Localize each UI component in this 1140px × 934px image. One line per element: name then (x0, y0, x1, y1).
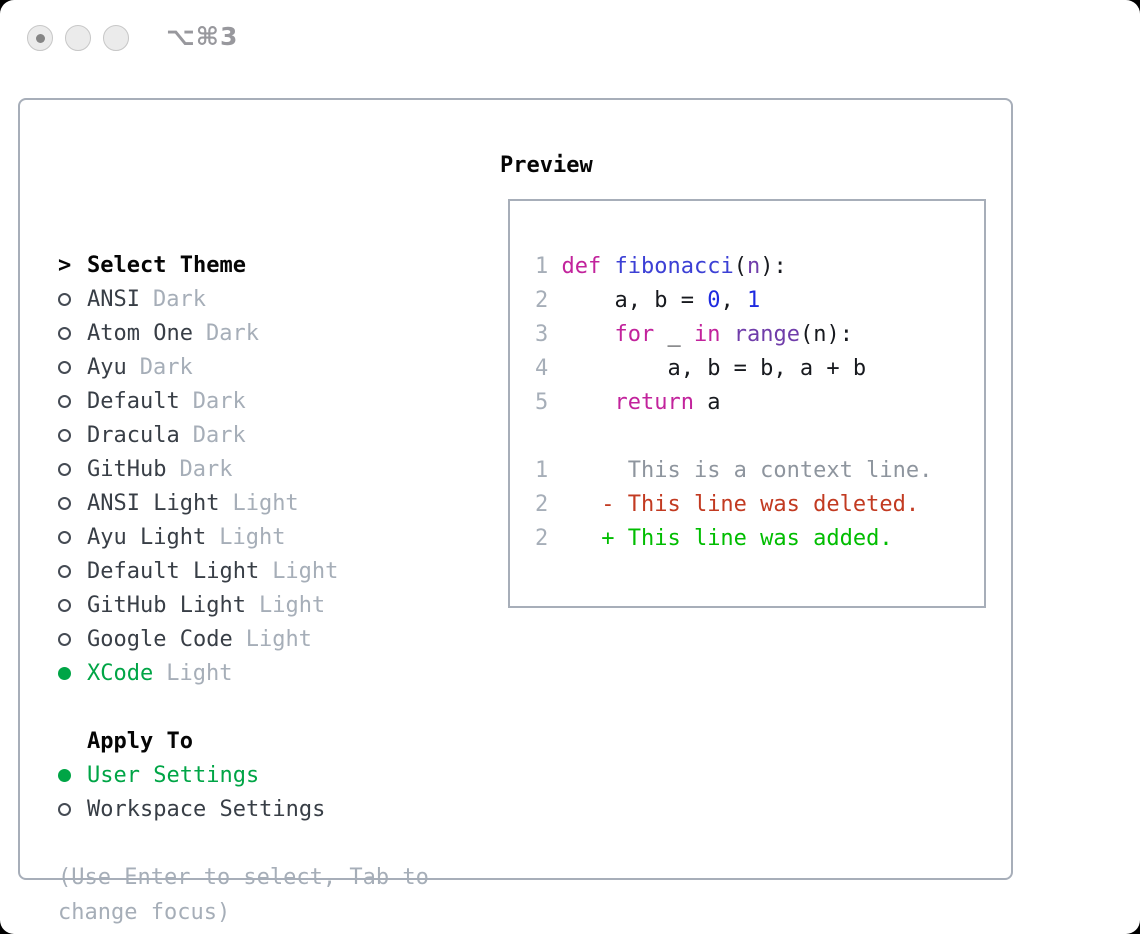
code-token: + This line was added. (548, 526, 893, 551)
code-token: ): (760, 254, 787, 279)
theme-option-github[interactable] (58, 452, 458, 486)
radio-icon (58, 803, 71, 816)
theme-option-github-light[interactable] (58, 588, 458, 622)
usage-hint: (Use Enter to select, Tab to change focus) (58, 865, 429, 925)
theme-option-name: XCode (87, 660, 154, 686)
theme-option-name: Default Light (87, 558, 260, 584)
theme-option-name: Google Code (87, 626, 233, 652)
code-line (535, 386, 984, 420)
line-number: 3 (535, 322, 549, 347)
window-button-dot-icon (36, 34, 45, 43)
theme-variant: Dark (179, 456, 233, 482)
theme-option-name: Dracula (87, 422, 180, 448)
code-line (535, 284, 984, 318)
theme-variant: Dark (139, 354, 193, 380)
code-token: _ (654, 322, 694, 347)
line-number: 2 (535, 288, 549, 313)
theme-option-ayu-light[interactable] (58, 520, 458, 554)
code-line (535, 488, 984, 522)
code-token: - This line was deleted. (548, 492, 920, 517)
theme-variant: Dark (152, 286, 206, 312)
code-line (535, 318, 984, 352)
theme-option-ansi-light[interactable] (58, 486, 458, 520)
line-number: 2 (535, 526, 549, 551)
radio-icon (58, 361, 71, 374)
code-line (535, 420, 984, 454)
code-token (548, 390, 614, 415)
theme-option-xcode[interactable] (58, 656, 458, 690)
theme-variant: Light (258, 592, 326, 618)
radio-selected-icon (58, 769, 71, 782)
line-number: 2 (535, 492, 549, 517)
theme-option-name: Ayu (87, 354, 127, 380)
theme-variant: Light (245, 626, 312, 652)
code-token: range (733, 322, 800, 347)
code-line (535, 522, 984, 556)
theme-option-default[interactable] (58, 384, 458, 418)
theme-option-atom-one[interactable] (58, 316, 458, 350)
line-number: 1 (535, 254, 549, 279)
radio-icon (58, 599, 71, 612)
theme-option-name: Ayu Light (87, 524, 207, 550)
code-token: 0 (707, 288, 721, 313)
select-theme-title: Select Theme (87, 252, 246, 278)
theme-variant: Dark (205, 320, 259, 346)
theme-option-ansi[interactable] (58, 282, 458, 316)
apply-option-name: Workspace Settings (87, 796, 326, 822)
preview-title: Preview (500, 152, 593, 178)
radio-icon (58, 531, 71, 544)
apply-option-name: User Settings (87, 762, 260, 788)
code-line (535, 454, 984, 488)
theme-option-ayu[interactable] (58, 350, 458, 384)
code-token (548, 254, 561, 279)
theme-option-name: GitHub (87, 456, 167, 482)
radio-icon (58, 497, 71, 510)
spacer (58, 690, 458, 724)
theme-variant: Light (272, 558, 339, 584)
code-line (535, 250, 984, 284)
apply-to-title: Apply To (87, 728, 193, 754)
code-token: , (720, 288, 747, 313)
radio-icon (58, 429, 71, 442)
apply-option-user-settings[interactable] (58, 758, 458, 792)
radio-icon (58, 633, 71, 646)
code-token: This is a context line. (548, 458, 933, 483)
code-token (548, 322, 614, 347)
apply-options (58, 758, 458, 826)
theme-list (58, 282, 458, 690)
theme-option-name: ANSI Light (87, 490, 220, 516)
keyboard-shortcut-label: ⌥⌘3 (166, 22, 239, 51)
code-token: (n): (799, 322, 853, 347)
theme-option-dracula[interactable] (58, 418, 458, 452)
code-token (720, 322, 733, 347)
code-token: ( (733, 254, 747, 279)
radio-selected-icon (58, 667, 71, 680)
theme-option-name: Atom One (87, 320, 193, 346)
code-token: def (561, 254, 602, 279)
code-token: for (614, 322, 655, 347)
window-close-button[interactable] (27, 25, 53, 51)
window-zoom-button[interactable] (103, 25, 129, 51)
code-token: a, b = b, a + b (548, 356, 867, 381)
code-token: a, b = (548, 288, 708, 313)
radio-icon (58, 327, 71, 340)
select-theme-header (58, 248, 458, 282)
theme-option-name: GitHub Light (87, 592, 246, 618)
radio-icon (58, 463, 71, 476)
theme-variant: Light (166, 660, 233, 686)
theme-variant: Dark (192, 422, 246, 448)
theme-variant: Light (232, 490, 299, 516)
code-line (535, 352, 984, 386)
spacer (58, 826, 458, 860)
code-token (601, 254, 614, 279)
code-token: return (614, 390, 694, 415)
code-token: n (746, 254, 761, 279)
theme-option-name: ANSI (87, 286, 140, 312)
radio-icon (58, 565, 71, 578)
preview-code (535, 250, 984, 556)
line-number: 4 (535, 356, 549, 381)
theme-option-google-code[interactable] (58, 622, 458, 656)
code-token: a (693, 390, 721, 415)
apply-to-header (58, 724, 458, 758)
line-number: 1 (535, 458, 549, 483)
line-number: 5 (535, 390, 549, 415)
theme-option-default-light[interactable] (58, 554, 458, 588)
theme-variant: Dark (192, 388, 246, 414)
window-controls (27, 25, 129, 51)
apply-option-workspace-settings[interactable] (58, 792, 458, 826)
theme-variant: Light (219, 524, 286, 550)
code-token: in (693, 322, 721, 347)
code-token: 1 (746, 288, 761, 313)
theme-option-name: Default (87, 388, 180, 414)
radio-icon (58, 395, 71, 408)
theme-selector-column (58, 248, 458, 930)
focus-caret-icon: > (58, 252, 72, 278)
code-token: fibonacci (614, 254, 734, 279)
preview-code-pane (508, 199, 986, 608)
window-minimize-button[interactable] (65, 25, 91, 51)
radio-icon (58, 293, 71, 306)
